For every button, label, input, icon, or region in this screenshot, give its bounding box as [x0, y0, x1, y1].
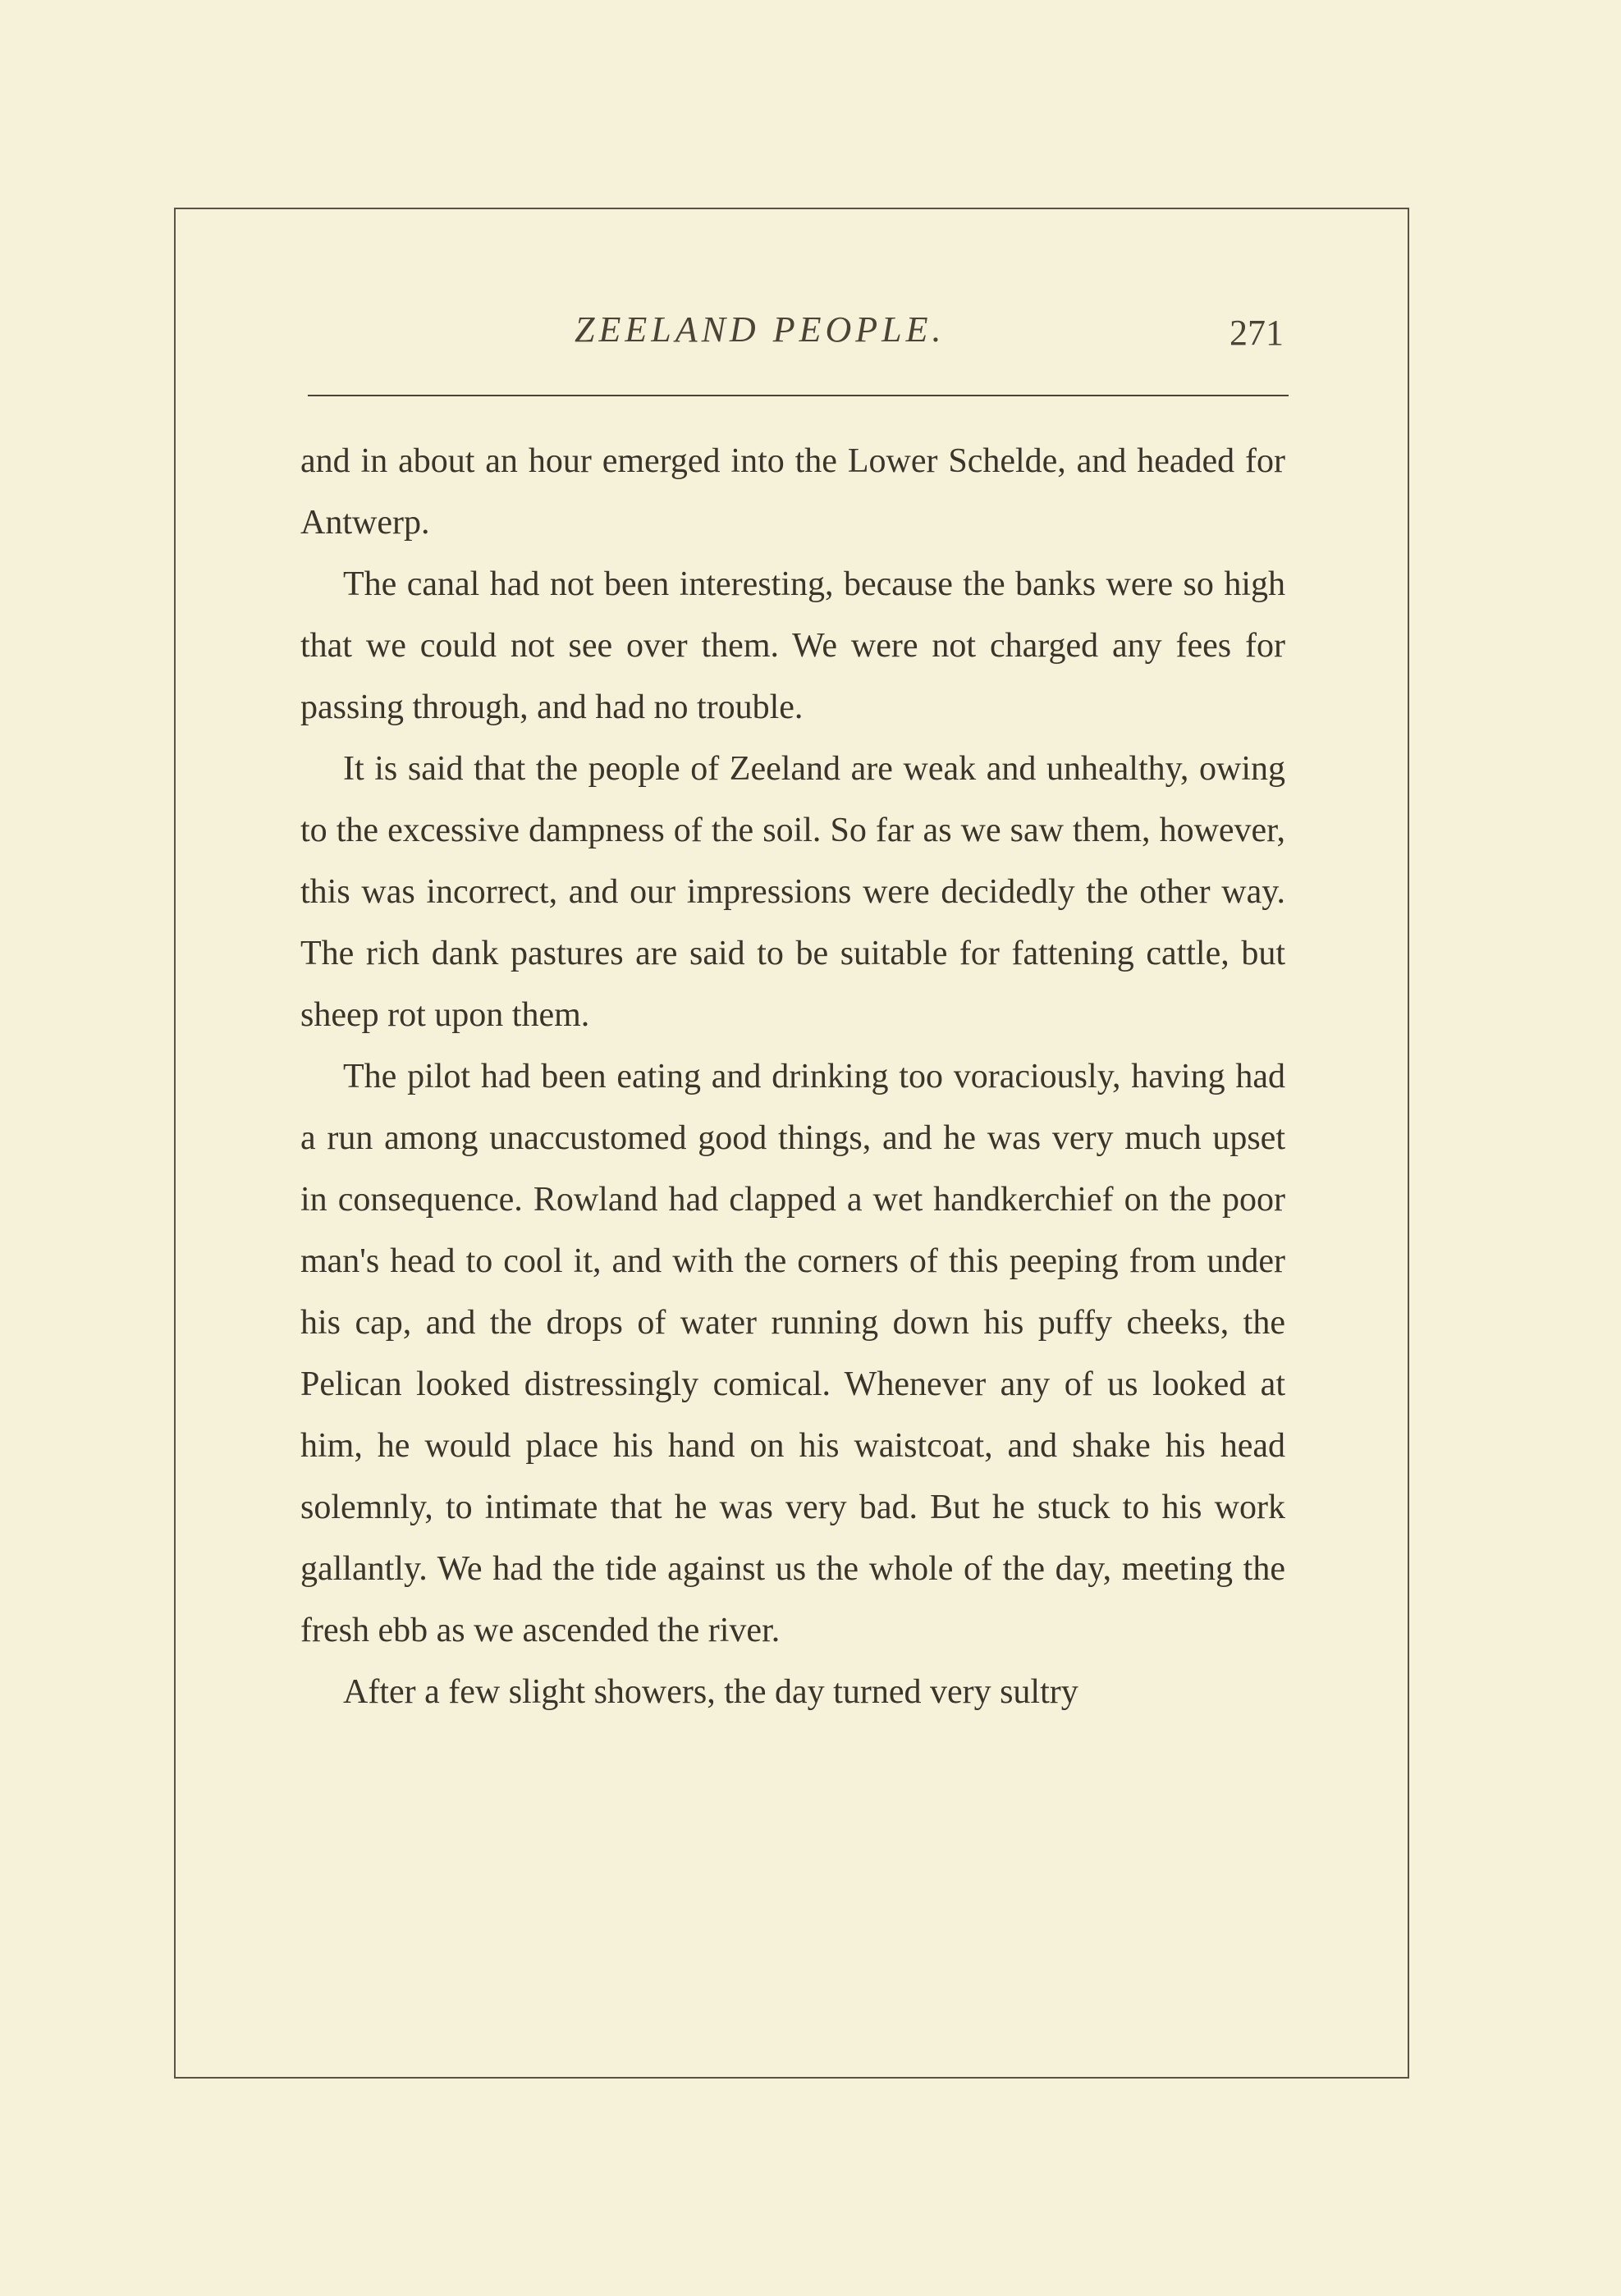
- header-rule: [308, 395, 1289, 396]
- paragraph: It is said that the people of Zeeland are weak and unhealthy, owing to the excessive dampness of the soil. So far as we saw them, however, this was incorrect, and our impressions were decidedly the other way. The rich dank pastures are said to be suitable for fattening cattle, but sheep rot upon them.: [300, 750, 1285, 1034]
- paragraph: The pilot had been eating and drinking too voraciously, having had a run among unaccustomed good things, and he was very much upset in consequence. Rowland had clapped a wet handkerchief on the poor man's head to cool it, and with the corners of this peeping from under his cap, and the drops of water running down his puffy cheeks, the Pelican looked distressingly comical. Whenever any of us looked at him, he would place his hand on his waistcoat, and shake his head solemnly, to intimate that he was very bad. But he stuck to his work gallantly. We had the tide against us the whole of the day, meeting the fresh ebb as we ascended the river.: [300, 1058, 1285, 1649]
- page-number: 271: [1229, 313, 1284, 353]
- paragraph: The canal had not been interesting, because the banks were so high that we could not see over them. We were not charged any fees for passing through, and had no trouble.: [300, 565, 1285, 726]
- running-head: ZEELAND PEOPLE.: [575, 309, 946, 350]
- paragraph: and in about an hour emerged into the Lower Schelde, and headed for Antwerp.: [300, 442, 1285, 542]
- body-text: [300, 431, 1285, 1723]
- paragraph: After a few slight showers, the day turned very sultry: [343, 1673, 1078, 1711]
